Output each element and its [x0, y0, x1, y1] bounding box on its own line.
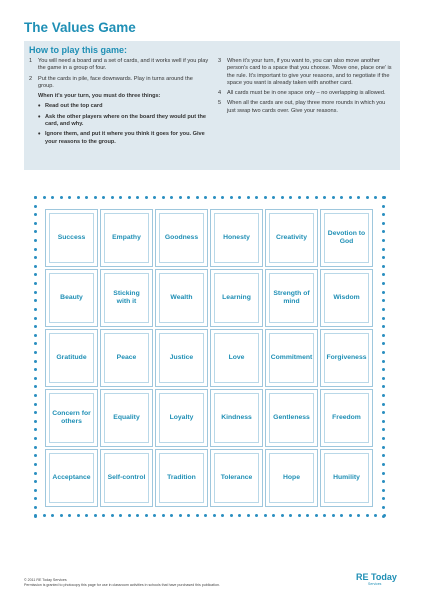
border-dot [34, 282, 37, 285]
border-dot [128, 196, 131, 199]
border-dot [382, 308, 385, 311]
value-card[interactable] [265, 269, 318, 327]
value-card-label: Beauty [49, 273, 94, 323]
step-text: You will need a board and a set of cards, and it works well if you play the game in a group of four. [38, 58, 209, 72]
value-card[interactable] [320, 209, 373, 267]
border-dot [382, 446, 385, 449]
border-dot [382, 506, 385, 509]
border-dot [382, 454, 385, 457]
border-dot [34, 213, 37, 216]
border-dot [323, 514, 326, 517]
value-card-label: Empathy [104, 213, 149, 263]
value-card[interactable] [320, 269, 373, 327]
bullet-text: Ask the other players where on the board they would put the card, and why. [45, 113, 206, 128]
turn-bullet [38, 131, 209, 146]
border-dot [34, 256, 37, 259]
value-card-label: Acceptance [49, 453, 94, 503]
border-dot [382, 342, 385, 345]
border-dot [128, 514, 131, 517]
border-dot [382, 489, 385, 492]
border-dot [382, 205, 385, 208]
border-dot [247, 196, 250, 199]
value-card[interactable] [45, 209, 98, 267]
border-dot [85, 196, 88, 199]
value-card[interactable] [320, 389, 373, 447]
border-dot [289, 514, 292, 517]
bullet-icon: • [38, 131, 41, 139]
footer [24, 578, 324, 587]
value-card-label: Hope [269, 453, 314, 503]
border-dot [34, 230, 37, 233]
border-dot [51, 196, 54, 199]
border-dot [306, 514, 309, 517]
border-dot [238, 196, 241, 199]
border-dot [179, 196, 182, 199]
value-card[interactable] [100, 329, 153, 387]
border-dot [34, 239, 37, 242]
border-dot [382, 515, 385, 518]
border-dot [43, 196, 46, 199]
border-dot [85, 514, 88, 517]
copyright-text: © 2011 RE Today Services [24, 578, 67, 582]
border-dot [102, 514, 105, 517]
border-dot [34, 506, 37, 509]
border-dot [323, 196, 326, 199]
step-number: 1 [29, 58, 33, 64]
border-dot [357, 514, 360, 517]
border-dot [298, 196, 301, 199]
border-dot [382, 273, 385, 276]
border-dot [213, 196, 216, 199]
value-card-label: Gratitude [49, 333, 94, 383]
border-dot [382, 463, 385, 466]
border-dot [204, 514, 207, 517]
border-dot [94, 514, 97, 517]
value-card-label: Honesty [214, 213, 259, 263]
border-dot [349, 196, 352, 199]
value-card-label: Love [214, 333, 259, 383]
value-card-label: Devotion to God [324, 213, 369, 263]
value-card-label: Kindness [214, 393, 259, 443]
border-dot [298, 514, 301, 517]
border-dot [34, 351, 37, 354]
border-dot [34, 428, 37, 431]
border-dot [34, 497, 37, 500]
border-dot [60, 514, 63, 517]
border-dot [382, 428, 385, 431]
value-card[interactable] [265, 389, 318, 447]
value-card-label: Equality [104, 393, 149, 443]
border-dot [382, 385, 385, 388]
step-number: 3 [218, 58, 222, 64]
value-card-label: Tolerance [214, 453, 259, 503]
value-card-label: Humility [324, 453, 369, 503]
value-card-label: Loyalty [159, 393, 204, 443]
step-text: Put the cards in pile, face downwards. Play in turns around the group. [38, 75, 193, 89]
border-dot [34, 342, 37, 345]
border-dot [34, 273, 37, 276]
dotted-border-top [34, 196, 386, 200]
value-card-label: Wisdom [324, 273, 369, 323]
border-dot [34, 377, 37, 380]
step-number: 5 [218, 100, 222, 107]
border-dot [230, 196, 233, 199]
border-dot [145, 196, 148, 199]
border-dot [374, 514, 377, 517]
border-dot [94, 196, 97, 199]
border-dot [281, 196, 284, 199]
value-card[interactable] [210, 329, 263, 387]
value-card-label: Tradition [159, 453, 204, 503]
value-card[interactable] [45, 329, 98, 387]
border-dot [68, 514, 71, 517]
border-dot [382, 213, 385, 216]
border-dot [34, 308, 37, 311]
border-dot [382, 317, 385, 320]
border-dot [34, 299, 37, 302]
value-card-label: Concern for others [49, 393, 94, 443]
border-dot [34, 420, 37, 423]
border-dot [382, 291, 385, 294]
bullet-text: Read out the top card [45, 103, 103, 110]
value-card[interactable] [155, 389, 208, 447]
bullet-text: Ignore them, and put it where you think it goes for you. Give your reasons to the group. [45, 131, 205, 145]
value-card[interactable] [265, 449, 318, 507]
value-card[interactable] [100, 389, 153, 447]
border-dot [34, 265, 37, 268]
border-dot [349, 514, 352, 517]
border-dot [382, 368, 385, 371]
border-dot [247, 514, 250, 517]
border-dot [68, 196, 71, 199]
border-dot [34, 317, 37, 320]
value-card-label: Forgiveness [324, 333, 369, 383]
border-dot [382, 256, 385, 259]
value-card[interactable] [320, 449, 373, 507]
border-dot [382, 325, 385, 328]
border-dot [315, 196, 318, 199]
border-dot [170, 196, 173, 199]
dotted-border-bottom [34, 514, 386, 518]
border-dot [255, 514, 258, 517]
border-dot [382, 196, 385, 199]
border-dot [382, 299, 385, 302]
border-dot [102, 196, 105, 199]
border-dot [34, 472, 37, 475]
border-dot [196, 196, 199, 199]
border-dot [204, 196, 207, 199]
border-dot [382, 351, 385, 354]
value-card[interactable] [155, 209, 208, 267]
border-dot [187, 196, 190, 199]
border-dot [382, 403, 385, 406]
border-dot [34, 403, 37, 406]
value-card[interactable] [100, 449, 153, 507]
value-card-label: Commitment [269, 333, 314, 383]
border-dot [34, 368, 37, 371]
step-text: All cards must be in one space only – no overlapping is allowed. [227, 90, 386, 97]
border-dot [306, 196, 309, 199]
border-dot [382, 472, 385, 475]
border-dot [382, 420, 385, 423]
border-dot [119, 514, 122, 517]
turn-bullet [38, 103, 209, 110]
border-dot [221, 196, 224, 199]
border-dot [281, 514, 284, 517]
border-dot [340, 196, 343, 199]
border-dot [34, 489, 37, 492]
border-dot [111, 514, 114, 517]
border-dot [77, 196, 80, 199]
border-dot [382, 437, 385, 440]
border-dot [264, 514, 267, 517]
logo-main-text: RE Today [356, 572, 397, 582]
instruction-step [218, 58, 394, 87]
value-card[interactable] [45, 389, 98, 447]
border-dot [382, 282, 385, 285]
border-dot [111, 196, 114, 199]
border-dot [34, 480, 37, 483]
value-card-label: Peace [104, 333, 149, 383]
value-card-label: Success [49, 213, 94, 263]
border-dot [382, 239, 385, 242]
border-dot [366, 196, 369, 199]
border-dot [34, 360, 37, 363]
value-card[interactable] [210, 389, 263, 447]
value-card[interactable] [210, 449, 263, 507]
re-today-logo [356, 573, 402, 589]
border-dot [145, 514, 148, 517]
instruction-step [29, 76, 209, 91]
border-dot [34, 196, 37, 199]
border-dot [34, 325, 37, 328]
border-dot [34, 437, 37, 440]
border-dot [382, 377, 385, 380]
border-dot [153, 196, 156, 199]
border-dot [382, 222, 385, 225]
value-card[interactable] [100, 209, 153, 267]
step-number: 4 [218, 90, 222, 97]
border-dot [43, 514, 46, 517]
border-dot [119, 196, 122, 199]
border-dot [382, 497, 385, 500]
border-dot [382, 265, 385, 268]
border-dot [238, 514, 241, 517]
step-text: When all the cards are out, play three more rounds in which you just swap two cards over. Give your reasons. [227, 100, 386, 114]
value-card-label: Goodness [159, 213, 204, 263]
border-dot [382, 230, 385, 233]
border-dot [382, 248, 385, 251]
turn-bullet [38, 114, 209, 129]
value-card-label: Strength of mind [269, 273, 314, 323]
border-dot [382, 480, 385, 483]
border-dot [34, 515, 37, 518]
permission-text: Permission is granted to photocopy this page for use in classroom activities in schools that have purchased this publication. [24, 582, 220, 587]
logo-sub-text: Services [368, 582, 382, 586]
dotted-border-right [382, 196, 386, 518]
border-dot [179, 514, 182, 517]
border-dot [382, 360, 385, 363]
step-number: 2 [29, 75, 33, 82]
border-dot [187, 514, 190, 517]
value-card-label: Justice [159, 333, 204, 383]
border-dot [272, 514, 275, 517]
instructions-left-column [29, 58, 209, 149]
border-dot [221, 514, 224, 517]
value-card[interactable] [155, 449, 208, 507]
value-card-label: Wealth [159, 273, 204, 323]
border-dot [136, 196, 139, 199]
border-dot [34, 291, 37, 294]
border-dot [264, 196, 267, 199]
instructions-panel [24, 41, 400, 170]
border-dot [332, 196, 335, 199]
border-dot [34, 248, 37, 251]
border-dot [34, 454, 37, 457]
value-card[interactable] [320, 329, 373, 387]
value-card-label: Sticking with it [104, 273, 149, 323]
border-dot [366, 514, 369, 517]
value-card-label: Freedom [324, 393, 369, 443]
bullet-icon: • [38, 113, 41, 121]
border-dot [230, 514, 233, 517]
border-dot [170, 514, 173, 517]
border-dot [382, 334, 385, 337]
value-card[interactable] [265, 209, 318, 267]
border-dot [382, 394, 385, 397]
value-card[interactable] [210, 209, 263, 267]
value-card-label: Gentleness [269, 393, 314, 443]
border-dot [289, 196, 292, 199]
border-dot [196, 514, 199, 517]
border-dot [34, 205, 37, 208]
border-dot [34, 385, 37, 388]
instruction-step [218, 90, 394, 97]
bullet-icon: • [38, 103, 41, 111]
border-dot [374, 196, 377, 199]
step-text: When it's your turn, if you want to, you can also move another person's card to a space that you choose. 'Move one, place one' is the rule. It's important to give your reasons, and to negotiate if the space you want is already taken with another card. [227, 58, 392, 86]
border-dot [213, 514, 216, 517]
value-card-label: Learning [214, 273, 259, 323]
border-dot [51, 514, 54, 517]
instruction-step [29, 58, 209, 73]
border-dot [34, 463, 37, 466]
value-card-label: Self-control [104, 453, 149, 503]
border-dot [34, 411, 37, 414]
border-dot [272, 196, 275, 199]
instruction-step [218, 100, 394, 115]
border-dot [34, 394, 37, 397]
value-card[interactable] [265, 329, 318, 387]
border-dot [34, 222, 37, 225]
border-dot [162, 196, 165, 199]
value-card[interactable] [45, 449, 98, 507]
dotted-border-left [34, 196, 38, 518]
value-card[interactable] [45, 269, 98, 327]
border-dot [332, 514, 335, 517]
border-dot [34, 446, 37, 449]
border-dot [136, 514, 139, 517]
value-card[interactable] [155, 329, 208, 387]
border-dot [340, 514, 343, 517]
border-dot [382, 411, 385, 414]
border-dot [162, 514, 165, 517]
border-dot [34, 334, 37, 337]
value-card[interactable] [155, 269, 208, 327]
border-dot [60, 196, 63, 199]
page-title: The Values Game [24, 20, 136, 35]
turn-heading: When it's your turn, you must do three things: [38, 93, 161, 100]
value-card-grid [45, 209, 373, 507]
border-dot [77, 514, 80, 517]
value-card[interactable] [210, 269, 263, 327]
border-dot [153, 514, 156, 517]
border-dot [255, 196, 258, 199]
instructions-heading: How to play this game: [29, 45, 128, 55]
value-card-label: Creativity [269, 213, 314, 263]
border-dot [357, 196, 360, 199]
value-card[interactable] [100, 269, 153, 327]
instructions-right-column [218, 58, 394, 118]
border-dot [315, 514, 318, 517]
